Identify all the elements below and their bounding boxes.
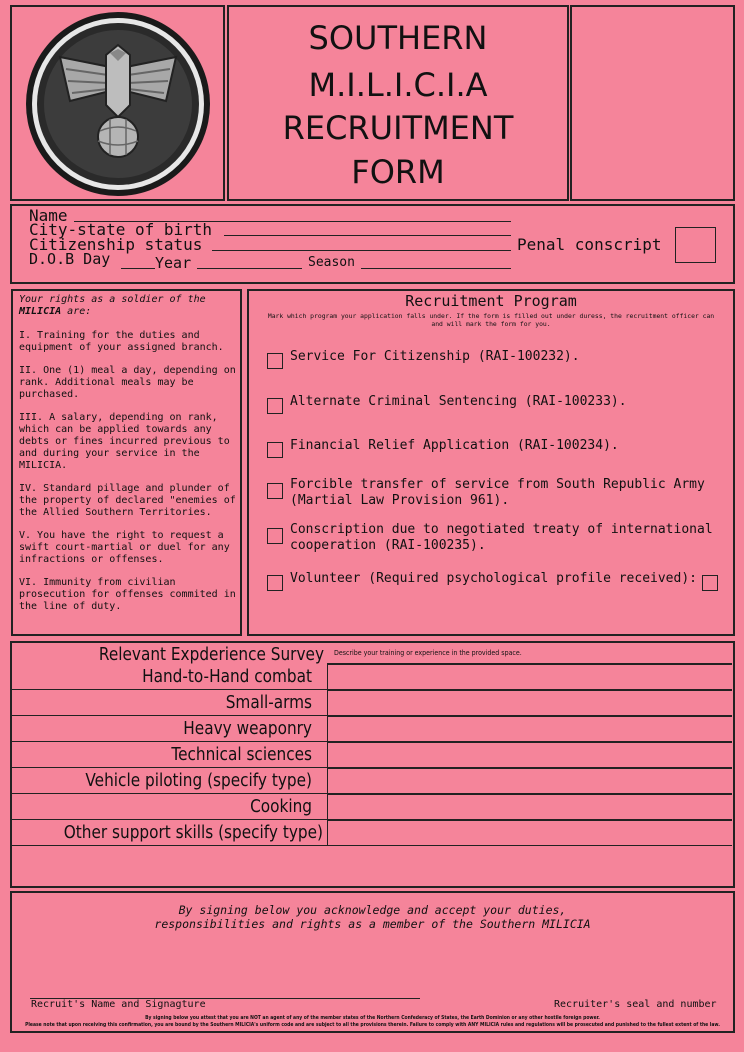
right-item <box>19 577 236 613</box>
program-option-checkbox[interactable] <box>267 442 283 458</box>
form-title-line-3: RECRUITMENT <box>282 109 514 147</box>
program-option-label: Volunteer (Required psychological profile received): <box>290 571 697 586</box>
survey-skill-label: Small-arms <box>225 692 312 713</box>
form-title-line-2: M.I.L.I.C.I.A <box>308 66 488 104</box>
rights-section <box>11 289 242 636</box>
acknowledgement-line-2: responsibilities and rights as a member of the Southern MILICIA <box>154 917 591 931</box>
right-item-line: and during your service in the <box>19 448 200 459</box>
right-item-line: II. One (1) meal a day, depending on <box>19 365 236 376</box>
program-note-2: and will mark the form for you. <box>431 320 551 328</box>
fine-print-1: By signing below you attest that you are NOT an agent of any of the member states of the Northern Confederacy of States, the Earth Dominion or any other hostile foreign power. <box>145 1015 600 1021</box>
right-item-line: debts or fines incurred previous to <box>19 436 230 447</box>
survey-skill-label: Heavy weaponry <box>183 718 312 739</box>
form-title-line-4: FORM <box>351 153 445 191</box>
program-option-label: Conscription due to negotiated treaty of international <box>290 522 713 537</box>
acknowledgement-line-1: By signing below you acknowledge and accept your duties, <box>178 903 567 917</box>
survey-skill-label: Other support skills (specify type) <box>63 822 324 843</box>
right-item <box>19 330 236 354</box>
program-option-label: Forcible transfer of service from South Republic Army <box>290 477 705 492</box>
emblem-panel <box>10 5 225 201</box>
psych-profile-checkbox[interactable] <box>702 575 718 591</box>
program-option-label: Service For Citizenship (RAI-100232). <box>290 349 580 364</box>
survey-answer-field[interactable] <box>327 820 732 846</box>
program-option-checkbox[interactable] <box>267 353 283 369</box>
recruit-signature-label: Recruit's Name and Signagture <box>31 999 206 1010</box>
survey-skill-label: Hand-to-Hand combat <box>142 666 312 687</box>
program-option-label: Financial Relief Application (RAI-100234). <box>290 438 619 453</box>
program-note-1: Mark which program your application falls under. If the form is filled out under duress, the recruitment officer can <box>267 312 715 320</box>
citizenship-field[interactable] <box>212 250 511 251</box>
program-title: Recruitment Program <box>405 292 577 310</box>
program-option-label: cooperation (RAI-100235). <box>290 538 486 553</box>
dob-day-label: D.O.B Day <box>29 250 111 268</box>
program-option-checkbox[interactable] <box>267 575 283 591</box>
birth-label: City-state of birth <box>29 220 213 239</box>
right-item-line: the line of duty. <box>19 601 122 612</box>
right-item-line: equipment of your assigned branch. <box>19 342 224 353</box>
penal-conscript-checkbox[interactable] <box>675 227 716 263</box>
program-option-checkbox[interactable] <box>267 398 283 414</box>
dob-year-field[interactable] <box>197 268 302 269</box>
eagle-emblem-icon <box>10 5 225 201</box>
right-item <box>19 530 236 566</box>
right-item-line: the Allied Southern Territories. <box>19 507 212 518</box>
right-item-line: purchased. <box>19 389 80 400</box>
fine-print-2: Please note that upon receiving this confirmation, you are bound by the Southern MILICIA's uniform code and are subject to all the provisions therein. Failure to comply with ANY MILICIA rules and regulations will be prosecuted and punished to the fullest extent of the law. <box>25 1022 720 1028</box>
survey-note: Describe your training or experience in the provided space. <box>334 649 522 657</box>
signature-section <box>10 891 735 1033</box>
right-item-line: III. A salary, depending on rank, <box>19 412 218 423</box>
dob-year-label: Year <box>155 254 192 272</box>
form-title-line-1: SOUTHERN <box>308 19 488 57</box>
right-item-line: which can be applied towards any <box>19 424 212 435</box>
right-item-line: MILICIA. <box>19 460 68 471</box>
program-option-label: Alternate Criminal Sentencing (RAI-100233). <box>290 394 627 409</box>
stamp-panel <box>570 5 735 201</box>
recruiter-seal-label: Recruiter's seal and number <box>554 999 717 1010</box>
dob-season-label: Season <box>308 255 355 270</box>
citizenship-label: Citizenship status <box>29 235 203 254</box>
right-item-line: I. Training for the duties and <box>19 330 200 341</box>
program-option-checkbox[interactable] <box>267 483 283 499</box>
dob-season-field[interactable] <box>361 268 511 269</box>
right-item-line: prosecution for offenses commited in <box>19 589 236 600</box>
survey-answer-field[interactable] <box>327 664 732 690</box>
survey-title: Relevant Expderience Survey <box>98 644 324 665</box>
survey-skill-label: Cooking <box>250 796 312 817</box>
right-item-line: V. You have the right to request a <box>19 530 224 541</box>
survey-answer-field[interactable] <box>327 768 732 794</box>
program-option-label: (Martial Law Provision 961). <box>290 493 510 508</box>
right-item <box>19 412 236 472</box>
right-item <box>19 483 236 519</box>
penal-conscript-label: Penal conscript <box>517 235 662 254</box>
dob-day-field[interactable] <box>121 268 155 269</box>
right-item-line: rank. Additional meals may be <box>19 377 194 388</box>
program-option-checkbox[interactable] <box>267 528 283 544</box>
survey-row-divider <box>327 663 732 664</box>
right-item-line: the property of declared "enemies of <box>19 495 236 506</box>
survey-answer-field[interactable] <box>327 742 732 768</box>
survey-answer-field[interactable] <box>327 716 732 742</box>
birth-field[interactable] <box>224 235 511 236</box>
survey-skill-label: Technical sciences <box>171 744 312 765</box>
right-item-line: VI. Immunity from civilian <box>19 577 176 588</box>
right-item <box>19 365 236 401</box>
name-label: Name <box>29 206 68 225</box>
right-item-line: swift court-martial or duel for any <box>19 542 230 553</box>
title-panel <box>227 5 569 201</box>
survey-answer-field[interactable] <box>327 794 732 820</box>
survey-answer-field[interactable] <box>327 690 732 716</box>
right-item-line: IV. Standard pillage and plunder of <box>19 483 230 494</box>
survey-skill-label: Vehicle piloting (specify type) <box>85 770 312 791</box>
program-section <box>247 289 735 636</box>
identity-section <box>10 204 735 284</box>
rights-heading: Your rights as a soldier of the MILICIA are: <box>19 294 206 317</box>
right-item-line: infractions or offenses. <box>19 554 164 565</box>
